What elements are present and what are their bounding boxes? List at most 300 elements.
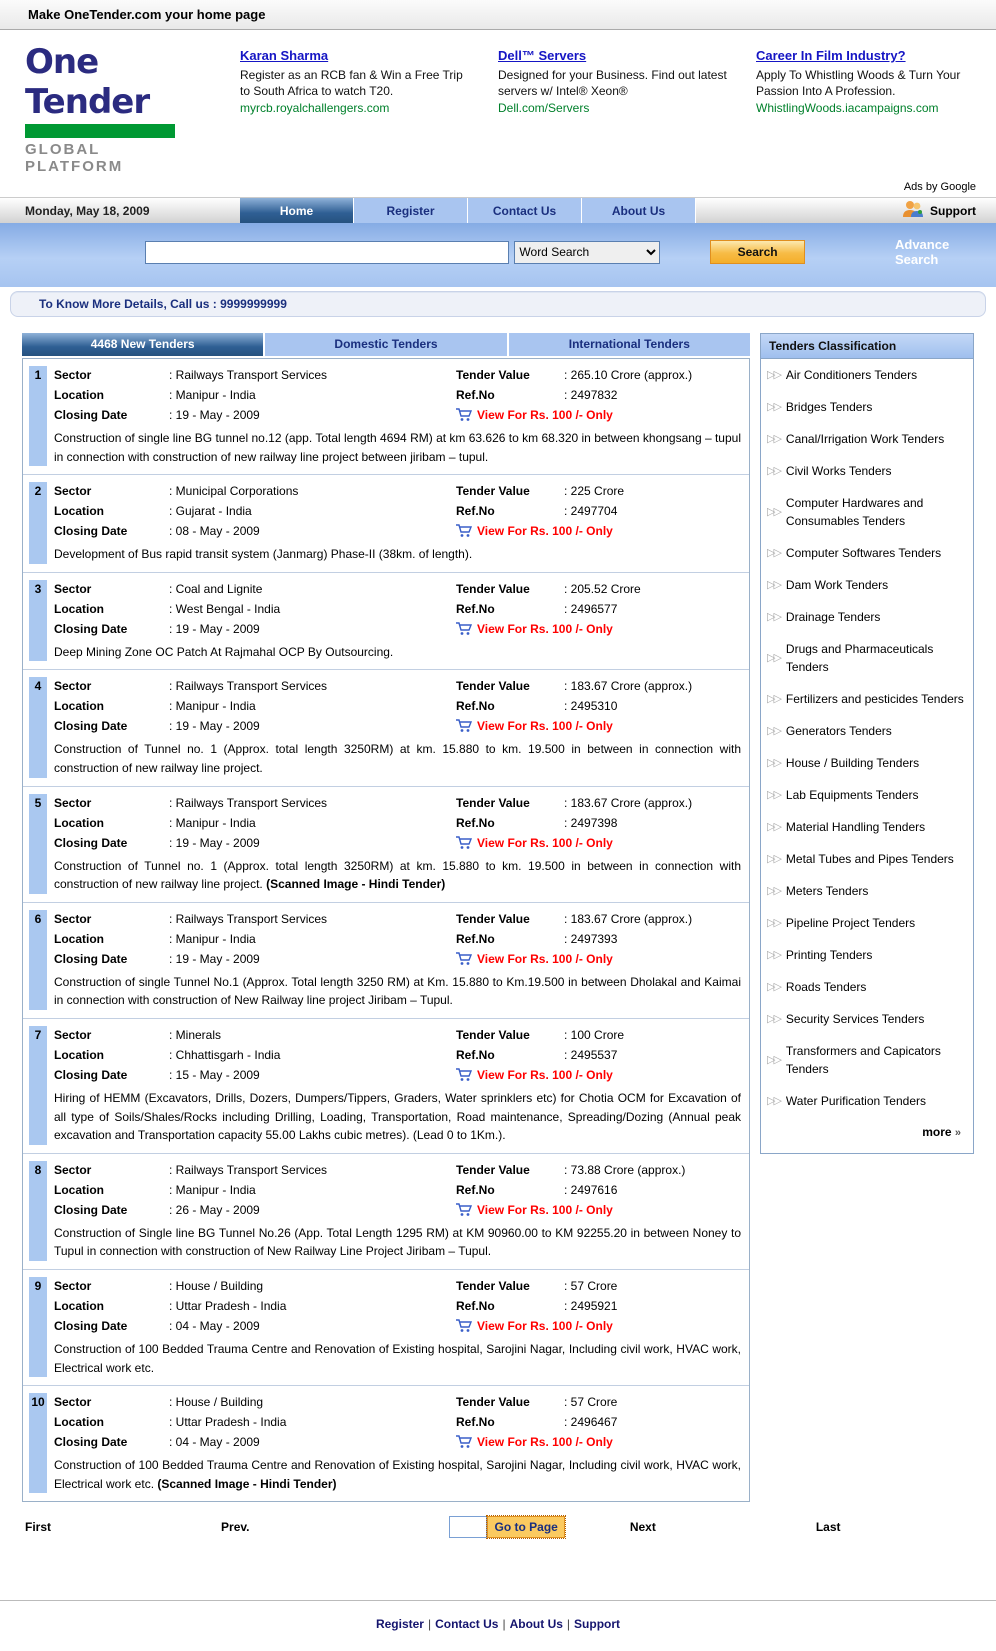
- double-chevron-icon: ▷▷: [767, 820, 780, 833]
- advance-search-link[interactable]: Advance Search: [895, 237, 950, 267]
- tender-number: 3: [29, 580, 47, 662]
- double-chevron-icon: ▷▷: [767, 400, 780, 413]
- closing-date-label: Closing Date: [54, 621, 128, 636]
- double-chevron-icon: ▷▷: [767, 916, 780, 929]
- location-value: : Uttar Pradesh - India: [169, 1415, 456, 1429]
- tender-details: [54, 482, 745, 564]
- tender-row[interactable]: [23, 670, 749, 786]
- logo-subtitle: GLOBAL PLATFORM: [25, 141, 124, 175]
- closing-date-value: : 04 - May - 2009: [169, 1435, 456, 1449]
- location-label: Location: [54, 1047, 104, 1062]
- sidebar-category-label[interactable]: Drugs and Pharmaceuticals Tenders: [785, 642, 934, 674]
- sidebar-category-link[interactable]: [761, 1035, 973, 1085]
- sector-label: Sector: [54, 1395, 92, 1410]
- sidebar-category-label[interactable]: House / Building Tenders: [785, 756, 920, 770]
- sidebar-category-link[interactable]: [761, 971, 973, 1003]
- goto-page-group: [449, 1516, 564, 1538]
- search-type-select[interactable]: [514, 241, 660, 264]
- sidebar-category-label[interactable]: Air Conditioners Tenders: [785, 368, 918, 382]
- tender-value-label: Tender Value: [456, 679, 530, 694]
- ref-no-value: : 2497832: [564, 388, 741, 402]
- double-chevron-icon: ▷▷: [767, 1012, 780, 1025]
- location-label: Location: [54, 601, 104, 616]
- ref-no-label: Ref.No: [456, 1415, 495, 1430]
- sidebar-items: [761, 359, 973, 1117]
- sector-value: : Railways Transport Services: [169, 679, 456, 693]
- sidebar-category-link[interactable]: [761, 537, 973, 569]
- tender-description: Deep Mining Zone OC Patch At Rajmahal OCP By Outsourcing.: [54, 644, 394, 659]
- closing-date-label: Closing Date: [54, 524, 128, 539]
- tender-value-label: Tender Value: [456, 795, 530, 810]
- nav-tab[interactable]: Register: [354, 198, 468, 223]
- ad-url[interactable]: WhistlingWoods.iacampaigns.com: [756, 100, 939, 115]
- location-label: Location: [54, 1415, 104, 1430]
- tender-value: : 183.67 Crore (approx.): [564, 796, 741, 810]
- sector-value: : House / Building: [169, 1395, 456, 1409]
- footer-link-register[interactable]: Register: [375, 1617, 424, 1632]
- last-page-link[interactable]: Last: [815, 1520, 841, 1535]
- sidebar-category-link[interactable]: [761, 633, 973, 683]
- location-label: Location: [54, 931, 104, 946]
- ad-body-text: Apply To Whistling Woods & Turn Your Passion Into A Profession.: [756, 67, 961, 98]
- tender-value-label: Tender Value: [456, 911, 530, 926]
- sidebar-title: Tenders Classification: [761, 334, 973, 359]
- tender-details: [54, 580, 745, 662]
- tender-tab[interactable]: International Tenders: [509, 333, 750, 356]
- nav-tab[interactable]: About Us: [582, 198, 696, 223]
- footer-link-about[interactable]: About Us: [509, 1617, 563, 1632]
- sidebar-category-label[interactable]: Generators Tenders: [785, 724, 892, 738]
- nav-bar: [0, 197, 996, 223]
- page-number-input[interactable]: [449, 1516, 487, 1538]
- ad-unit: [498, 47, 728, 175]
- closing-date-value: : 04 - May - 2009: [169, 1319, 456, 1333]
- tender-description: Development of Bus rapid transit system (Janmarg) Phase-II (38km. of length).: [54, 547, 473, 562]
- tender-value-label: Tender Value: [456, 1278, 530, 1293]
- location-value: : Chhattisgarh - India: [169, 1048, 456, 1062]
- ref-no-label: Ref.No: [456, 699, 495, 714]
- sector-value: : Railways Transport Services: [169, 796, 456, 810]
- closing-date-value: : 08 - May - 2009: [169, 524, 456, 538]
- logo-title: One Tender: [25, 42, 150, 122]
- tender-value: : 265.10 Crore (approx.): [564, 368, 741, 382]
- sidebar-category-link[interactable]: [761, 683, 973, 715]
- closing-date-label: Closing Date: [54, 1202, 128, 1217]
- double-chevron-icon: ▷▷: [767, 610, 780, 623]
- tender-value: : 183.67 Crore (approx.): [564, 912, 741, 926]
- scanned-image-note: (Scanned Image - Hindi Tender): [157, 1476, 337, 1491]
- make-homepage-text[interactable]: Make OneTender.com your home page: [28, 7, 266, 22]
- closing-date-label: Closing Date: [54, 1435, 128, 1450]
- view-tender-link[interactable]: [456, 408, 741, 422]
- sidebar-category-label[interactable]: Computer Softwares Tenders: [785, 546, 942, 560]
- call-us-banner: To Know More Details, Call us : 9999999999: [10, 291, 986, 317]
- view-tender-link[interactable]: [456, 1068, 741, 1082]
- ad-title-link[interactable]: Career In Film Industry?: [756, 48, 906, 63]
- go-to-page-button[interactable]: Go to Page: [487, 1516, 564, 1538]
- location-label: Location: [54, 504, 104, 519]
- location-value: : Uttar Pradesh - India: [169, 1299, 456, 1313]
- sector-value: : Railways Transport Services: [169, 368, 456, 382]
- sidebar-category-label[interactable]: Water Purification Tenders: [785, 1094, 926, 1108]
- tender-details: [54, 1026, 745, 1145]
- current-date: Monday, May 18, 2009: [25, 204, 150, 218]
- cart-icon: [456, 836, 472, 850]
- cart-icon: [456, 719, 472, 733]
- view-for-rs-label[interactable]: View For Rs. 100 /- Only: [477, 1202, 613, 1217]
- tender-value: : 183.67 Crore (approx.): [564, 679, 741, 693]
- ref-no-value: : 2497704: [564, 504, 741, 518]
- sidebar-category-link[interactable]: [761, 811, 973, 843]
- next-page-link[interactable]: Next: [629, 1520, 656, 1535]
- ref-no-label: Ref.No: [456, 815, 495, 830]
- tender-value-label: Tender Value: [456, 1395, 530, 1410]
- double-chevron-icon: ▷▷: [767, 1094, 780, 1107]
- sidebar-category-label[interactable]: Metal Tubes and Pipes Tenders: [785, 852, 954, 866]
- closing-date-value: : 19 - May - 2009: [169, 408, 456, 422]
- sidebar-category-label[interactable]: Material Handling Tenders: [785, 820, 926, 834]
- tender-description: Hiring of HEMM (Excavators, Drills, Dozers, Dumpers/Tippers, Graders, Water sprinklers etc) for Chotia OCM for Excavation of all type of Soils/Shales/Rocks including Drilling, Loading, Transportation, Road maintenance, Spreading/Dozing (Annual peak excavation and Transportation capacity 55.00 Lakhs cubic metres). (Lead 0 to 1Km.).: [54, 1090, 741, 1143]
- double-chevron-icon: ▷▷: [767, 756, 780, 769]
- ad-url[interactable]: Dell.com/Servers: [498, 100, 590, 115]
- ad-unit: [756, 47, 986, 175]
- tender-row[interactable]: [23, 1270, 749, 1386]
- sector-value: : House / Building: [169, 1279, 456, 1293]
- tender-tab[interactable]: Domestic Tenders: [265, 333, 506, 356]
- sector-label: Sector: [54, 1027, 92, 1042]
- ref-no-value: : 2496467: [564, 1415, 741, 1429]
- double-chevron-icon: ▷▷: [767, 546, 780, 559]
- view-for-rs-label[interactable]: View For Rs. 100 /- Only: [477, 1435, 613, 1450]
- ref-no-label: Ref.No: [456, 1047, 495, 1062]
- location-label: Location: [54, 1298, 104, 1313]
- tender-details: [54, 1393, 745, 1493]
- sidebar-category-link[interactable]: [761, 715, 973, 747]
- header: [0, 30, 996, 181]
- sidebar-category-link[interactable]: [761, 569, 973, 601]
- location-label: Location: [54, 699, 104, 714]
- tender-description: Construction of Single line BG Tunnel No.26 (App. Total Length 1295 RM) at KM 90960.00 to KM 92255.20 in between Noney to Tupul in connection with construction of New Railway Line Project Jiribam – Tupul.: [54, 1225, 741, 1259]
- sidebar-category-link[interactable]: [761, 455, 973, 487]
- pagination: [0, 1502, 996, 1548]
- tender-value: : 57 Crore: [564, 1279, 741, 1293]
- view-tender-link[interactable]: [456, 836, 741, 850]
- view-for-rs-label[interactable]: View For Rs. 100 /- Only: [477, 1318, 613, 1333]
- tender-details: [54, 677, 745, 777]
- view-for-rs-label[interactable]: View For Rs. 100 /- Only: [477, 951, 613, 966]
- sector-label: Sector: [54, 484, 92, 499]
- sector-label: Sector: [54, 368, 92, 382]
- cart-icon: [456, 524, 472, 538]
- sector-value: : Railways Transport Services: [169, 1163, 456, 1177]
- view-tender-link[interactable]: [456, 1319, 741, 1333]
- search-input[interactable]: [145, 241, 509, 264]
- location-value: : Manipur - India: [169, 388, 456, 402]
- view-for-rs-label[interactable]: View For Rs. 100 /- Only: [477, 621, 613, 636]
- sidebar-category-link[interactable]: [761, 875, 973, 907]
- tender-number: 4: [29, 677, 47, 777]
- double-chevron-icon: ▷▷: [767, 464, 780, 477]
- double-chevron-icon: ▷▷: [767, 788, 780, 801]
- ref-no-value: : 2495921: [564, 1299, 741, 1313]
- tender-value: : 57 Crore: [564, 1395, 741, 1409]
- double-chevron-icon: ▷▷: [767, 578, 780, 591]
- sidebar-category-link[interactable]: [761, 907, 973, 939]
- double-chevron-icon: ▷▷: [767, 432, 780, 445]
- double-chevron-icon: ▷▷: [767, 1053, 780, 1066]
- location-value: : Manipur - India: [169, 816, 456, 830]
- prev-page-link[interactable]: Prev.: [221, 1520, 250, 1535]
- tender-description: Construction of 100 Bedded Trauma Centre and Renovation of Existing hospital, Sarojini Nagar, Including civil work, HVAC work, Electrical work etc. (Scanned Image - Hindi Tender): [54, 1458, 741, 1491]
- tender-details: [54, 910, 745, 1010]
- cart-icon: [456, 622, 472, 636]
- tender-value-label: Tender Value: [456, 581, 530, 596]
- tender-value-label: Tender Value: [456, 368, 530, 382]
- tender-details: [54, 366, 745, 466]
- tender-value-label: Tender Value: [456, 1027, 530, 1042]
- ad-title-link[interactable]: Dell™ Servers: [498, 48, 587, 63]
- ref-no-label: Ref.No: [456, 1298, 495, 1313]
- tender-list: [22, 358, 750, 1502]
- sector-value: : Coal and Lignite: [169, 582, 456, 596]
- sector-label: Sector: [54, 911, 92, 926]
- tender-value-label: Tender Value: [456, 1162, 530, 1177]
- ad-unit: [240, 47, 470, 175]
- tender-number: 10: [29, 1393, 47, 1493]
- ref-no-value: : 2497398: [564, 816, 741, 830]
- sidebar-category-label[interactable]: Pipeline Project Tenders: [785, 916, 916, 930]
- tender-row[interactable]: [23, 1019, 749, 1154]
- ref-no-value: : 2497393: [564, 932, 741, 946]
- sidebar-category-link[interactable]: [761, 1003, 973, 1035]
- view-tender-link[interactable]: [456, 622, 741, 636]
- tender-value-label: Tender Value: [456, 484, 530, 499]
- sidebar-category-link[interactable]: [761, 487, 973, 537]
- sidebar-category-label[interactable]: Security Services Tenders: [785, 1012, 925, 1026]
- main-area: [0, 323, 996, 1502]
- double-chevron-icon: ▷▷: [767, 368, 780, 381]
- closing-date-value: : 19 - May - 2009: [169, 719, 456, 733]
- sidebar-category-label[interactable]: Transformers and Capicators Tenders: [785, 1044, 941, 1076]
- sidebar-category-link[interactable]: [761, 391, 973, 423]
- sector-label: Sector: [54, 581, 92, 596]
- tender-details: [54, 1161, 745, 1261]
- location-value: : Manipur - India: [169, 932, 456, 946]
- double-chevron-icon: ▷▷: [767, 948, 780, 961]
- sidebar-category-label[interactable]: Lab Equipments Tenders: [785, 788, 919, 802]
- cart-icon: [456, 1319, 472, 1333]
- support-label[interactable]: Support: [930, 203, 976, 218]
- closing-date-label: Closing Date: [54, 1318, 128, 1333]
- location-value: : West Bengal - India: [169, 602, 456, 616]
- tender-value: : 205.52 Crore: [564, 582, 741, 596]
- closing-date-label: Closing Date: [54, 835, 128, 850]
- double-chevron-icon: ▷▷: [767, 852, 780, 865]
- tender-number: 5: [29, 794, 47, 894]
- view-tender-link[interactable]: [456, 1435, 741, 1449]
- tender-row[interactable]: [23, 475, 749, 573]
- closing-date-value: : 19 - May - 2009: [169, 622, 456, 636]
- ad-body-text: Designed for your Business. Find out latest servers w/ Intel® Xeon®: [498, 67, 727, 98]
- make-homepage-bar[interactable]: [0, 0, 996, 30]
- sector-label: Sector: [54, 1278, 92, 1293]
- sidebar-category-link[interactable]: [761, 779, 973, 811]
- double-chevron-icon: ▷▷: [767, 980, 780, 993]
- double-chevron-icon: ▷▷: [767, 651, 780, 664]
- sector-value: : Minerals: [169, 1028, 456, 1042]
- sidebar-category-link[interactable]: [761, 843, 973, 875]
- scanned-image-note: (Scanned Image - Hindi Tender): [266, 877, 446, 892]
- support-link[interactable]: [901, 198, 996, 223]
- footer-link-support[interactable]: Support: [574, 1617, 621, 1632]
- sidebar-category-label[interactable]: Drainage Tenders: [785, 610, 881, 624]
- sidebar-category-label[interactable]: Bridges Tenders: [785, 400, 873, 414]
- tender-row[interactable]: [23, 1154, 749, 1270]
- closing-date-value: : 19 - May - 2009: [169, 952, 456, 966]
- cart-icon: [456, 408, 472, 422]
- closing-date-value: : 26 - May - 2009: [169, 1203, 456, 1217]
- sector-value: : Railways Transport Services: [169, 912, 456, 926]
- ref-no-value: : 2495310: [564, 699, 741, 713]
- more-categories-link[interactable]: more »: [922, 1125, 959, 1139]
- ref-no-value: : 2497616: [564, 1183, 741, 1197]
- tender-number: 1: [29, 366, 47, 466]
- tender-tabs: [22, 333, 750, 356]
- location-label: Location: [54, 388, 104, 402]
- search-panel: [0, 223, 996, 287]
- tender-description: Construction of 100 Bedded Trauma Centre and Renovation of Existing hospital, Sarojini Nagar, Including civil work, HVAC work, Electrical work etc.: [54, 1341, 741, 1375]
- closing-date-label: Closing Date: [54, 719, 128, 734]
- tender-row[interactable]: [23, 787, 749, 903]
- location-value: : Gujarat - India: [169, 504, 456, 518]
- ref-no-label: Ref.No: [456, 931, 495, 946]
- tender-description: Construction of Tunnel no. 1 (Approx. total length 3250RM) at km. 15.880 to km. 19.500 in between in connection with construction of new railway line project.: [54, 742, 741, 775]
- view-for-rs-label[interactable]: View For Rs. 100 /- Only: [477, 719, 613, 734]
- ad-url[interactable]: myrcb.royalchallengers.com: [240, 100, 390, 115]
- google-ads: [240, 42, 986, 175]
- tender-value: : 73.88 Crore (approx.): [564, 1163, 741, 1177]
- info-bar-wrap: [0, 287, 996, 323]
- tender-details: [54, 1277, 745, 1377]
- sidebar-category-link[interactable]: [761, 423, 973, 455]
- view-tender-link[interactable]: [456, 719, 741, 733]
- view-tender-link[interactable]: [456, 952, 741, 966]
- ref-no-label: Ref.No: [456, 388, 495, 402]
- ad-title-link[interactable]: Karan Sharma: [240, 48, 329, 63]
- ads-by-google[interactable]: Ads by Google: [903, 181, 976, 193]
- location-label: Location: [54, 815, 104, 830]
- support-people-icon: [901, 199, 925, 222]
- tender-tab[interactable]: 4468 New Tenders: [22, 333, 263, 356]
- nav-tab[interactable]: Contact Us: [468, 198, 582, 223]
- sector-label: Sector: [54, 795, 92, 810]
- ad-body-text: Register as an RCB fan & Win a Free Trip to South Africa to watch T20.: [240, 67, 463, 98]
- sector-value: : Municipal Corporations: [169, 484, 456, 498]
- tender-row[interactable]: [23, 1386, 749, 1501]
- sidebar-category-label[interactable]: Printing Tenders: [785, 948, 873, 962]
- site-logo[interactable]: [25, 42, 175, 175]
- double-chevron-icon: ▷▷: [767, 884, 780, 897]
- closing-date-label: Closing Date: [54, 951, 128, 966]
- nav-tab[interactable]: Home: [240, 198, 354, 223]
- tender-description: Construction of single line BG tunnel no.12 (app. Total length 4694 RM) at km 63.626 to km 68.320 in between khongsang – tupul in connection with construction of new railway line project between jiribam – tupul.: [54, 431, 741, 464]
- location-value: : Manipur - India: [169, 699, 456, 713]
- tender-row[interactable]: [23, 573, 749, 671]
- nav-tabs: [240, 198, 696, 223]
- ref-no-label: Ref.No: [456, 1182, 495, 1197]
- cart-icon: [456, 1068, 472, 1082]
- tender-description: Construction of Tunnel no. 1 (Approx. total length 3250RM) at km. 15.880 to km. 19.500 in between in connection with construction of new railway line project. (Scanned Image - Hindi Tender): [54, 858, 741, 892]
- tender-row[interactable]: [23, 359, 749, 475]
- closing-date-value: : 19 - May - 2009: [169, 836, 456, 850]
- double-chevron-icon: ▷▷: [767, 505, 780, 518]
- sidebar-category-link[interactable]: [761, 359, 973, 391]
- double-chevron-icon: ▷▷: [767, 724, 780, 737]
- tender-number: 6: [29, 910, 47, 1010]
- sidebar-category-label[interactable]: Meters Tenders: [785, 884, 869, 898]
- location-label: Location: [54, 1182, 104, 1197]
- sidebar-category-link[interactable]: [761, 1085, 973, 1117]
- first-page-link[interactable]: First: [25, 1520, 52, 1535]
- tender-number: 7: [29, 1026, 47, 1145]
- tender-number: 2: [29, 482, 47, 564]
- sidebar-category-link[interactable]: [761, 601, 973, 633]
- tenders-classification-sidebar: [760, 333, 974, 1154]
- tender-value: : 225 Crore: [564, 484, 741, 498]
- ref-no-value: : 2495537: [564, 1048, 741, 1062]
- sidebar-category-label[interactable]: Dam Work Tenders: [785, 578, 889, 592]
- view-tender-link[interactable]: [456, 1203, 741, 1217]
- closing-date-label: Closing Date: [54, 408, 128, 422]
- view-for-rs-label[interactable]: View For Rs. 100 /- Only: [477, 835, 613, 850]
- sidebar-category-label[interactable]: Civil Works Tenders: [785, 464, 892, 478]
- sector-label: Sector: [54, 1162, 92, 1177]
- tender-value: : 100 Crore: [564, 1028, 741, 1042]
- view-tender-link[interactable]: [456, 524, 741, 538]
- ref-no-label: Ref.No: [456, 601, 495, 616]
- logo-green-bar: [25, 124, 175, 138]
- tenders-column: [22, 333, 750, 1502]
- footer-link-contact[interactable]: Contact Us: [435, 1617, 499, 1632]
- cart-icon: [456, 1435, 472, 1449]
- sidebar-category-label[interactable]: Fertilizers and pesticides Tenders: [785, 692, 964, 706]
- sidebar-category-label[interactable]: Canal/Irrigation Work Tenders: [785, 432, 945, 446]
- cart-icon: [456, 952, 472, 966]
- sidebar-category-label[interactable]: Computer Hardwares and Consumables Tenders: [785, 496, 924, 528]
- view-for-rs-label[interactable]: View For Rs. 100 /- Only: [477, 408, 613, 422]
- sector-label: Sector: [54, 679, 92, 694]
- sidebar-category-link[interactable]: [761, 747, 973, 779]
- tender-row[interactable]: [23, 903, 749, 1019]
- closing-date-value: : 15 - May - 2009: [169, 1068, 456, 1082]
- cart-icon: [456, 1203, 472, 1217]
- view-for-rs-label[interactable]: View For Rs. 100 /- Only: [477, 1067, 613, 1082]
- location-value: : Manipur - India: [169, 1183, 456, 1197]
- ref-no-label: Ref.No: [456, 504, 495, 519]
- double-chevron-icon: ▷▷: [767, 692, 780, 705]
- tender-description: Construction of single Tunnel No.1 (Approx. Total length 3250 RM) at Km. 15.880 to Km.19.500 in between Dholakal and Kaimai in connection with construction of New Railway line project Jiribam – Tupul.: [54, 974, 741, 1008]
- footer: Register | Contact Us | About Us | Support: [0, 1600, 996, 1651]
- closing-date-label: Closing Date: [54, 1067, 128, 1082]
- view-for-rs-label[interactable]: View For Rs. 100 /- Only: [477, 524, 613, 539]
- tender-number: 8: [29, 1161, 47, 1261]
- sidebar-category-label[interactable]: Roads Tenders: [785, 980, 867, 994]
- sidebar-category-link[interactable]: [761, 939, 973, 971]
- ref-no-value: : 2496577: [564, 602, 741, 616]
- tender-details: [54, 794, 745, 894]
- search-button[interactable]: Search: [710, 240, 805, 264]
- tender-number: 9: [29, 1277, 47, 1377]
